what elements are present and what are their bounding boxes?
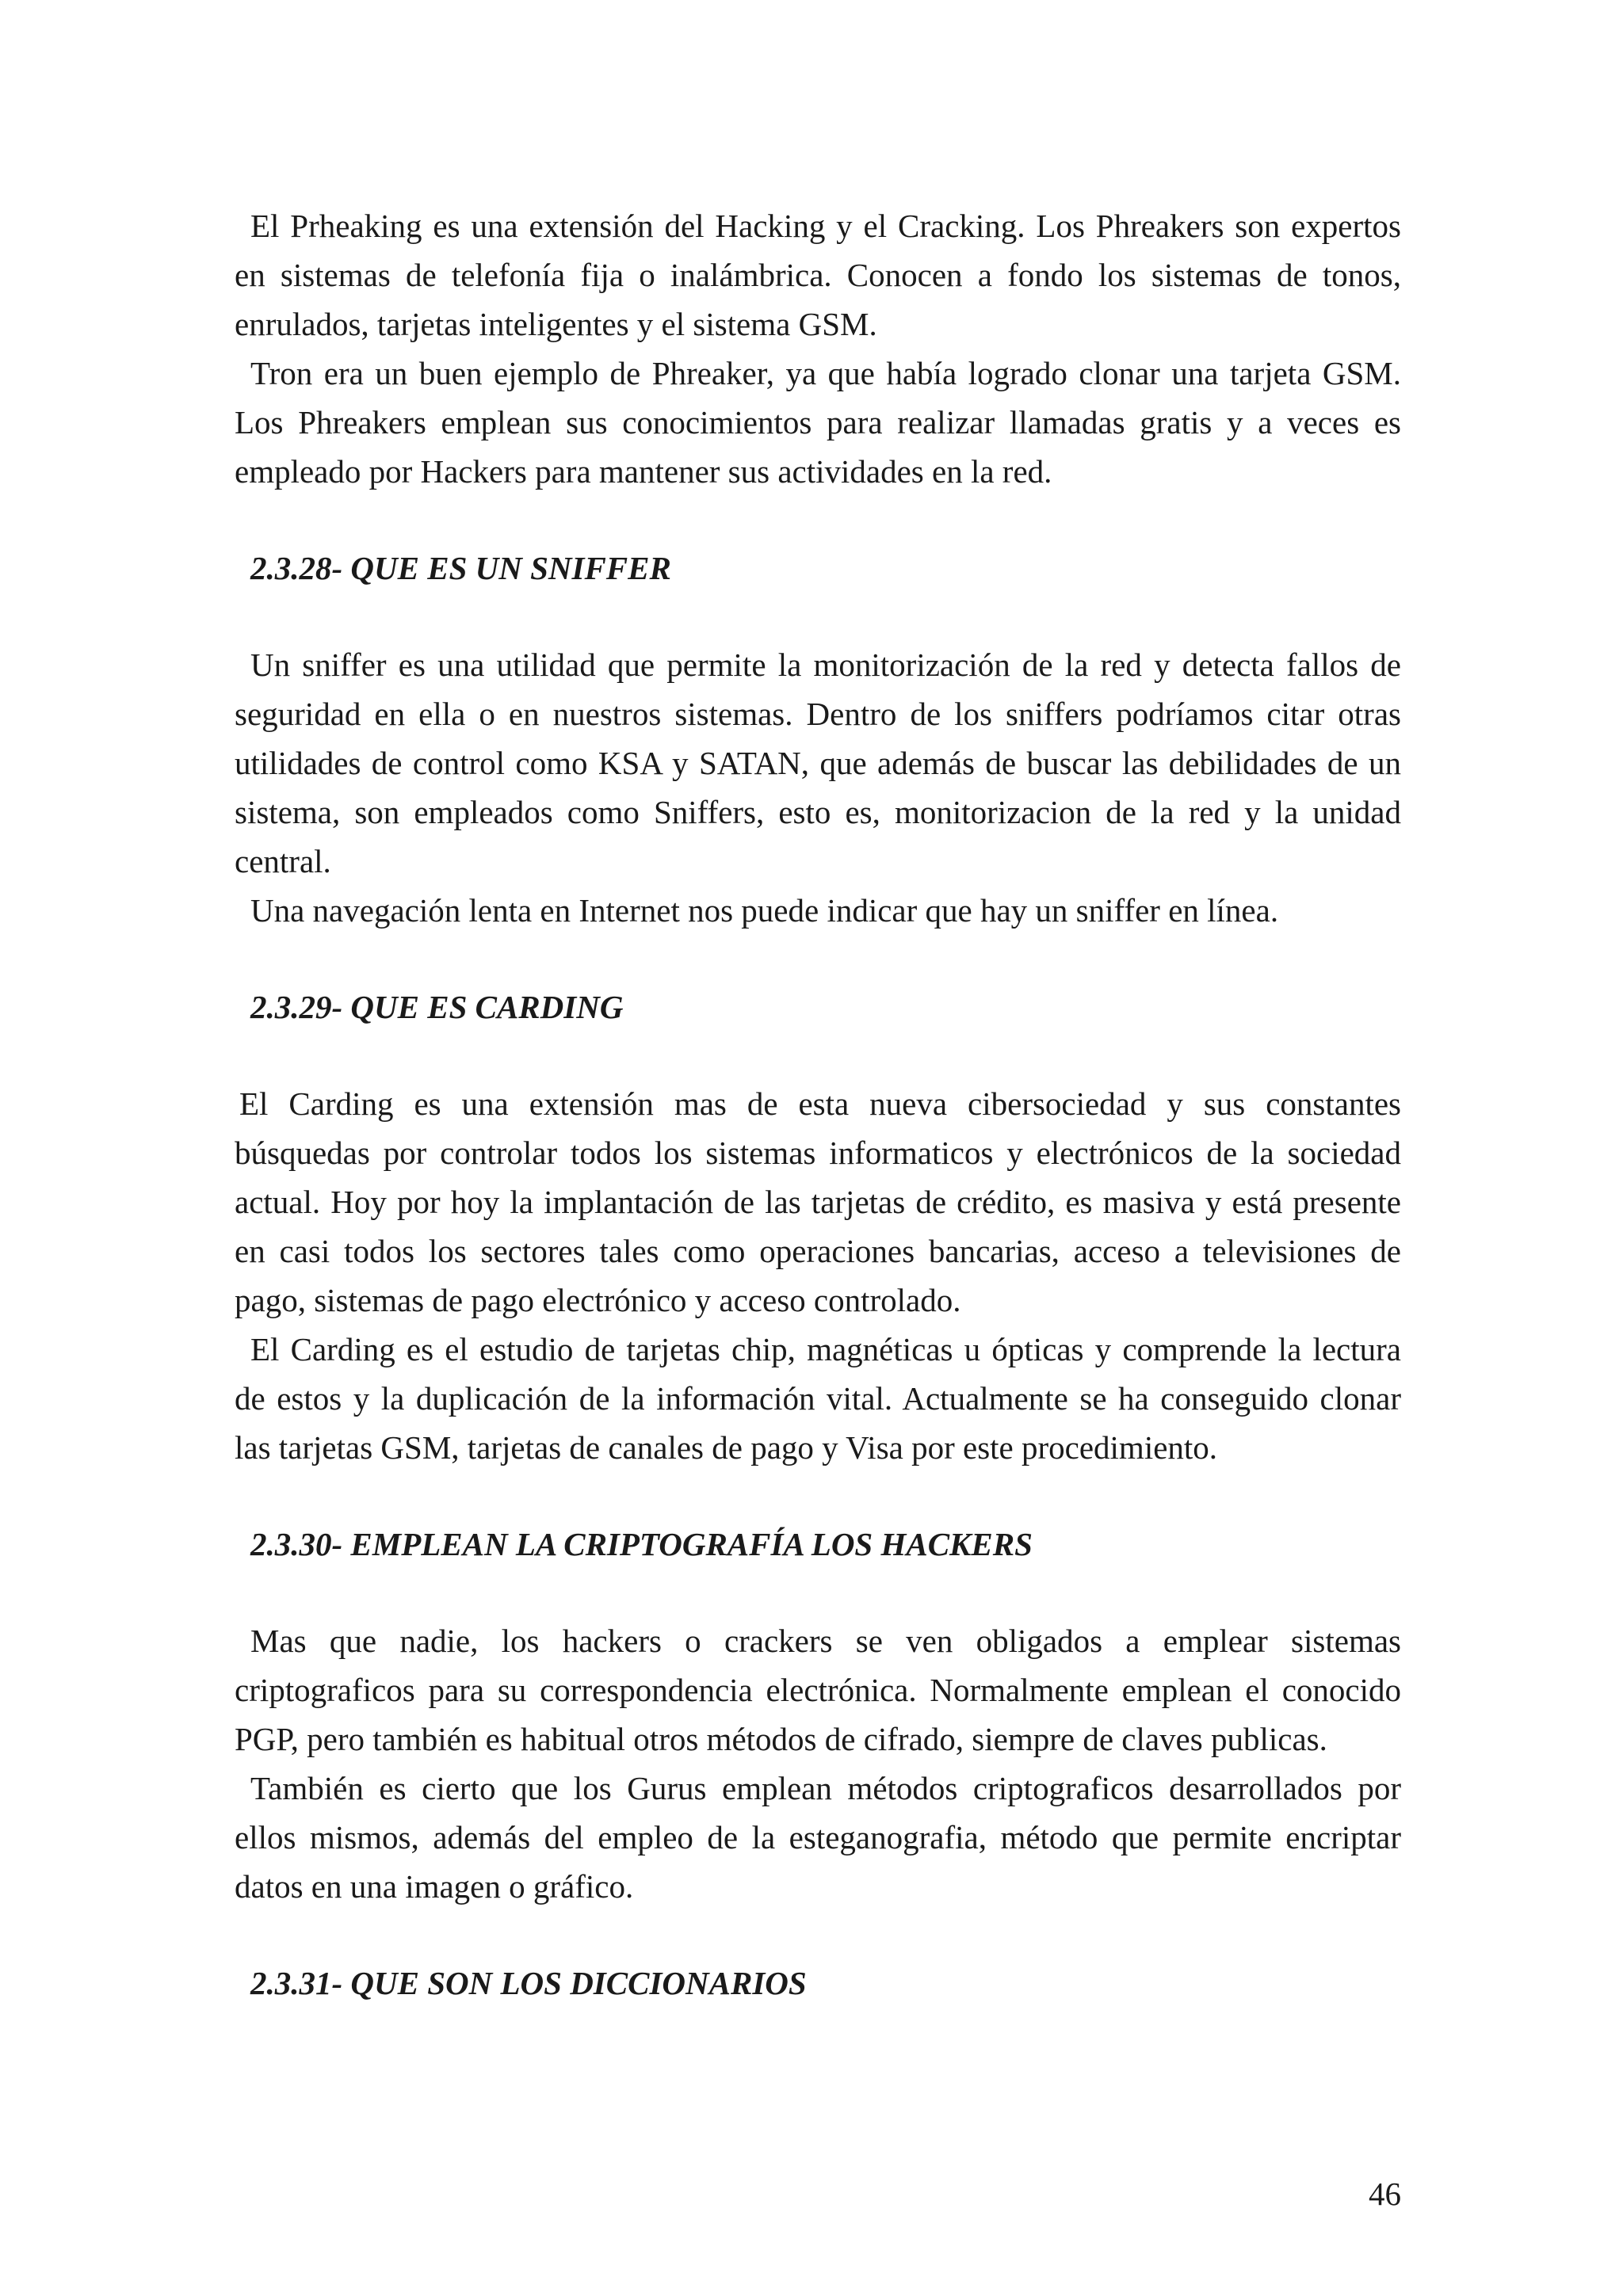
cripto-section — [235, 1520, 1401, 1911]
section-heading: 2.3.31- QUE SON LOS DICCIONARIOS — [250, 1965, 807, 2001]
carding-paragraph-1 — [235, 1079, 1401, 1325]
text-line: También es cierto que los Gurus emplean métodos criptograficos desarrollados por — [250, 1770, 1401, 1806]
intro-paragraph-2 — [235, 349, 1401, 496]
text-line: enrulados, tarjetas inteligentes y el sistema GSM. — [235, 306, 877, 342]
text-line: Mas que nadie, los hackers o crackers se ven obligados a emplear sistemas — [250, 1623, 1401, 1659]
text-line: Un sniffer es una utilidad que permite la monitorización de la red y detecta fallos de — [250, 646, 1401, 683]
text-line: las tarjetas GSM, tarjetas de canales de pago y Visa por este procedimiento. — [235, 1429, 1218, 1466]
text-line: búsquedas por controlar todos los sistemas informaticos y electrónicos de la sociedad — [235, 1135, 1401, 1171]
text-line: ellos mismos, además del empleo de la esteganografia, método que permite encriptar — [235, 1819, 1401, 1855]
intro-section — [235, 201, 1401, 496]
sniffer-section — [235, 543, 1401, 935]
text-line: El Carding es una extensión mas de esta nueva cibersociedad y sus constantes — [239, 1085, 1401, 1122]
text-line: en sistemas de telefonía fija o inalámbrica. Conocen a fondo los sistemas de tonos, — [235, 257, 1401, 293]
text-line: seguridad en ella o en nuestros sistemas. Dentro de los sniffers podríamos citar otras — [235, 696, 1401, 732]
text-line: pago, sistemas de pago electrónico y acceso controlado. — [235, 1282, 961, 1318]
sniffer-paragraph-1 — [235, 640, 1401, 886]
text-line: El Carding es el estudio de tarjetas chip, magnéticas u ópticas y comprende la lectura — [250, 1331, 1401, 1367]
diccionarios-section — [235, 1958, 1401, 2008]
section-heading: 2.3.28- QUE ES UN SNIFFER — [250, 550, 671, 586]
text-line: sistema, son empleados como Sniffers, esto es, monitorizacion de la red y la unidad — [235, 794, 1401, 830]
text-line: Los Phreakers emplean sus conocimientos para realizar llamadas gratis y a veces es — [235, 404, 1401, 441]
cripto-paragraph-1 — [235, 1616, 1401, 1764]
text-line: datos en una imagen o gráfico. — [235, 1868, 634, 1905]
carding-section — [235, 982, 1401, 1472]
page-number: 46 — [1369, 2176, 1401, 2212]
text-line: utilidades de control como KSA y SATAN, que además de buscar las debilidades de un — [235, 745, 1401, 781]
text-line: en casi todos los sectores tales como operaciones bancarias, acceso a televisiones de — [235, 1233, 1401, 1269]
page-content — [235, 201, 1401, 2008]
section-heading: 2.3.29- QUE ES CARDING — [250, 989, 624, 1025]
text-line: central. — [235, 843, 331, 879]
text-line: actual. Hoy por hoy la implantación de las tarjetas de crédito, es masiva y está presente — [235, 1184, 1401, 1220]
text-line: PGP, pero también es habitual otros métodos de cifrado, siempre de claves publicas. — [235, 1721, 1327, 1757]
cripto-paragraph-2 — [235, 1764, 1401, 1911]
text-line: El Prheaking es una extensión del Hacking y el Cracking. Los Phreakers son expertos — [250, 208, 1401, 244]
carding-paragraph-2 — [235, 1325, 1401, 1472]
intro-paragraph-1 — [235, 201, 1401, 349]
text-line: Tron era un buen ejemplo de Phreaker, ya que había logrado clonar una tarjeta GSM. — [250, 355, 1401, 391]
text-line: empleado por Hackers para mantener sus actividades en la red. — [235, 453, 1052, 490]
text-line: Una navegación lenta en Internet nos puede indicar que hay un sniffer en línea. — [250, 892, 1279, 929]
text-line: criptograficos para su correspondencia electrónica. Normalmente emplean el conocido — [235, 1672, 1401, 1708]
section-heading: 2.3.30- EMPLEAN LA CRIPTOGRAFÍA LOS HACKERS — [250, 1526, 1033, 1562]
text-line: de estos y la duplicación de la información vital. Actualmente se ha conseguido clonar — [235, 1380, 1401, 1417]
sniffer-paragraph-2 — [235, 886, 1401, 935]
